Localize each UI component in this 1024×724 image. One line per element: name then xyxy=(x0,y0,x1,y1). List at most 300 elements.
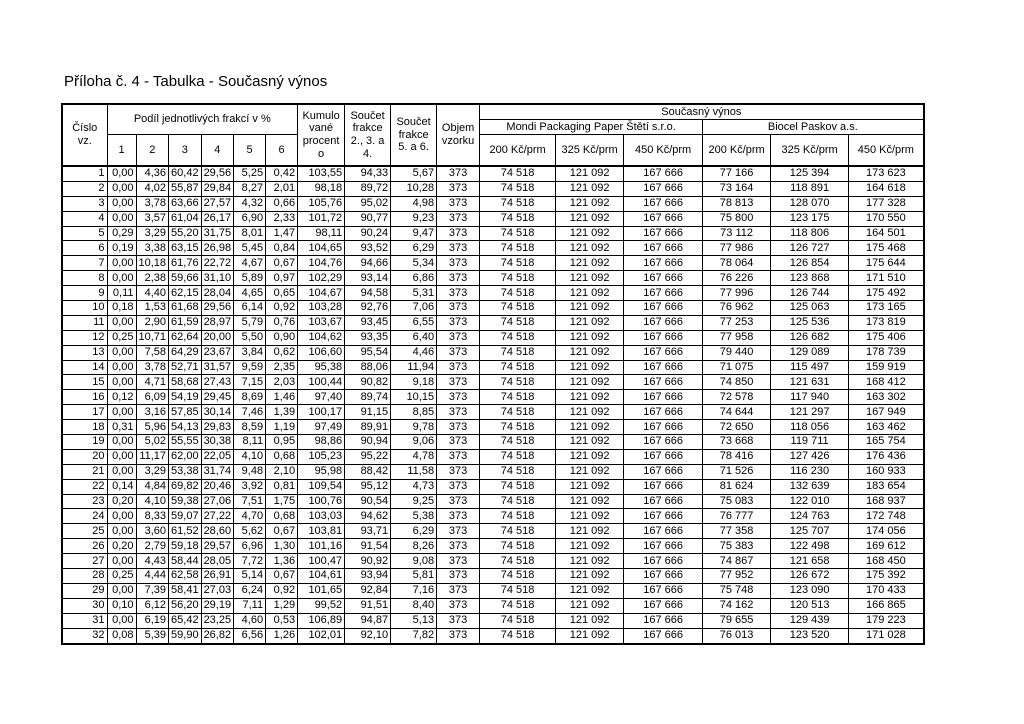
table-cell: 0,00 xyxy=(107,405,136,420)
table-cell: 0,67 xyxy=(266,256,298,271)
table-cell: 167 666 xyxy=(624,598,703,613)
table-cell: 8,26 xyxy=(391,539,437,554)
table-cell: 0,00 xyxy=(107,256,136,271)
table-cell: 104,62 xyxy=(298,330,345,345)
table-cell: 8,40 xyxy=(391,598,437,613)
table-cell: 74 518 xyxy=(480,613,556,628)
table-cell: 6,90 xyxy=(234,211,266,226)
table-cell: 74 518 xyxy=(480,271,556,286)
table-cell: 101,16 xyxy=(298,539,345,554)
table-cell: 3,84 xyxy=(234,345,266,360)
table-cell: 0,00 xyxy=(107,345,136,360)
table-cell: 74 518 xyxy=(480,583,556,598)
table-cell: 26 xyxy=(62,539,107,554)
table-cell: 21 xyxy=(62,464,107,479)
table-cell: 20,00 xyxy=(201,330,234,345)
table-cell: 95,38 xyxy=(298,360,345,375)
table-cell: 373 xyxy=(437,405,480,420)
table-cell: 91,51 xyxy=(345,598,391,613)
table-cell: 9,25 xyxy=(391,494,437,509)
table-cell: 74 518 xyxy=(480,435,556,450)
table-cell: 128 070 xyxy=(771,196,849,211)
table-cell: 0,00 xyxy=(107,315,136,330)
table-body xyxy=(62,166,924,644)
table-cell: 121 297 xyxy=(771,405,849,420)
table-cell: 8,69 xyxy=(234,390,266,405)
table-row xyxy=(62,628,924,643)
table-cell: 71 526 xyxy=(703,464,771,479)
table-cell: 6,24 xyxy=(234,583,266,598)
table-cell: 5,67 xyxy=(391,166,437,181)
table-cell: 183 654 xyxy=(849,479,924,494)
table-cell: 78 416 xyxy=(703,449,771,464)
table-cell: 373 xyxy=(437,360,480,375)
table-cell: 373 xyxy=(437,435,480,450)
table-cell: 168 412 xyxy=(849,375,924,390)
table-cell: 373 xyxy=(437,301,480,316)
table-cell: 373 xyxy=(437,226,480,241)
table-cell: 373 xyxy=(437,479,480,494)
table-row xyxy=(62,420,924,435)
table-cell: 13 xyxy=(62,345,107,360)
table-cell: 28,97 xyxy=(201,315,234,330)
table-cell: 1,39 xyxy=(266,405,298,420)
table-cell: 0,81 xyxy=(266,479,298,494)
table-cell: 103,67 xyxy=(298,315,345,330)
table-cell: 28 xyxy=(62,569,107,584)
table-cell: 167 666 xyxy=(624,524,703,539)
table-cell: 4,32 xyxy=(234,196,266,211)
table-row xyxy=(62,360,924,375)
table-row xyxy=(62,613,924,628)
table-cell: 0,68 xyxy=(266,449,298,464)
table-cell: 77 253 xyxy=(703,315,771,330)
table-cell: 102,29 xyxy=(298,271,345,286)
table-cell: 167 666 xyxy=(624,315,703,330)
table-cell: 121 092 xyxy=(556,479,624,494)
table-cell: 118 056 xyxy=(771,420,849,435)
table-cell: 10 xyxy=(62,301,107,316)
table-cell: 75 083 xyxy=(703,494,771,509)
table-cell: 77 358 xyxy=(703,524,771,539)
table-cell: 373 xyxy=(437,509,480,524)
table-cell: 4,44 xyxy=(136,569,169,584)
table-cell: 62,64 xyxy=(169,330,202,345)
table-cell: 121 092 xyxy=(556,613,624,628)
table-cell: 167 666 xyxy=(624,345,703,360)
header-soucet-234: Součet frakce 2., 3. a 4. xyxy=(345,104,391,166)
table-cell: 0,00 xyxy=(107,464,136,479)
table-cell: 25 xyxy=(62,524,107,539)
table-cell: 121 092 xyxy=(556,360,624,375)
header-price: 450 Kč/prm xyxy=(624,135,703,167)
table-cell: 175 392 xyxy=(849,569,924,584)
table-cell: 5,50 xyxy=(234,330,266,345)
table-cell: 4,78 xyxy=(391,449,437,464)
table-cell: 0,97 xyxy=(266,271,298,286)
table-cell: 74 518 xyxy=(480,301,556,316)
table-cell: 121 092 xyxy=(556,181,624,196)
table-cell: 54,13 xyxy=(169,420,202,435)
table-cell: 93,35 xyxy=(345,330,391,345)
table-cell: 74 518 xyxy=(480,464,556,479)
table-cell: 104,61 xyxy=(298,569,345,584)
table-cell: 31,10 xyxy=(201,271,234,286)
header-fraction: 1 xyxy=(107,135,136,167)
table-cell: 93,52 xyxy=(345,241,391,256)
table-cell: 121 092 xyxy=(556,509,624,524)
table-cell: 163 462 xyxy=(849,420,924,435)
table-cell: 167 666 xyxy=(624,539,703,554)
table-cell: 1,53 xyxy=(136,301,169,316)
table-cell: 373 xyxy=(437,315,480,330)
table-cell: 167 666 xyxy=(624,330,703,345)
table-cell: 79 440 xyxy=(703,345,771,360)
table-cell: 60,42 xyxy=(169,166,202,181)
table-row xyxy=(62,435,924,450)
table-row xyxy=(62,569,924,584)
table-row xyxy=(62,226,924,241)
header-fraction: 4 xyxy=(201,135,234,167)
table-cell: 373 xyxy=(437,539,480,554)
table-cell: 8,33 xyxy=(136,509,169,524)
table-cell: 93,45 xyxy=(345,315,391,330)
table-cell: 74 518 xyxy=(480,494,556,509)
table-cell: 29,56 xyxy=(201,301,234,316)
table-cell: 76 226 xyxy=(703,271,771,286)
table-cell: 373 xyxy=(437,330,480,345)
table-cell: 4,71 xyxy=(136,375,169,390)
table-cell: 0,12 xyxy=(107,390,136,405)
table-cell: 22,05 xyxy=(201,449,234,464)
table-cell: 3,78 xyxy=(136,360,169,375)
table-cell: 9,78 xyxy=(391,420,437,435)
table-cell: 5,02 xyxy=(136,435,169,450)
table-cell: 129 089 xyxy=(771,345,849,360)
header-podil: Podíl jednotlivých frakcí v % xyxy=(107,104,298,135)
table-cell: 0,00 xyxy=(107,271,136,286)
table-cell: 170 433 xyxy=(849,583,924,598)
table-cell: 373 xyxy=(437,375,480,390)
table-cell: 29 xyxy=(62,583,107,598)
table-cell: 27,06 xyxy=(201,494,234,509)
table-cell: 55,20 xyxy=(169,226,202,241)
table-cell: 74 518 xyxy=(480,554,556,569)
table-cell: 121 092 xyxy=(556,271,624,286)
table-cell: 3,16 xyxy=(136,405,169,420)
table-cell: 71 075 xyxy=(703,360,771,375)
table-cell: 5,89 xyxy=(234,271,266,286)
table-cell: 77 952 xyxy=(703,569,771,584)
header-biocel: Biocel Paskov a.s. xyxy=(703,120,924,135)
table-cell: 175 468 xyxy=(849,241,924,256)
table-cell: 132 639 xyxy=(771,479,849,494)
table-row xyxy=(62,524,924,539)
table-cell: 121 092 xyxy=(556,554,624,569)
table-row xyxy=(62,301,924,316)
table-cell: 126 727 xyxy=(771,241,849,256)
table-cell: 167 666 xyxy=(624,166,703,181)
table-cell: 125 536 xyxy=(771,315,849,330)
table-row xyxy=(62,211,924,226)
table-cell: 99,52 xyxy=(298,598,345,613)
table-cell: 22,72 xyxy=(201,256,234,271)
table-cell: 75 748 xyxy=(703,583,771,598)
table-cell: 2,03 xyxy=(266,375,298,390)
table-cell: 19 xyxy=(62,435,107,450)
table-cell: 0,65 xyxy=(266,286,298,301)
table-cell: 95,12 xyxy=(345,479,391,494)
table-cell: 61,76 xyxy=(169,256,202,271)
table-cell: 65,42 xyxy=(169,613,202,628)
table-cell: 8,85 xyxy=(391,405,437,420)
table-cell: 177 328 xyxy=(849,196,924,211)
table-cell: 117 940 xyxy=(771,390,849,405)
header-fraction: 6 xyxy=(266,135,298,167)
table-cell: 1 xyxy=(62,166,107,181)
table-cell: 104,67 xyxy=(298,286,345,301)
table-cell: 121 092 xyxy=(556,569,624,584)
table-cell: 373 xyxy=(437,390,480,405)
table-cell: 373 xyxy=(437,181,480,196)
table-cell: 53,38 xyxy=(169,464,202,479)
table-row xyxy=(62,375,924,390)
table-row xyxy=(62,166,924,181)
table-cell: 74 518 xyxy=(480,345,556,360)
table-cell: 6,86 xyxy=(391,271,437,286)
table-cell: 9,47 xyxy=(391,226,437,241)
table-cell: 373 xyxy=(437,286,480,301)
table-cell: 3,29 xyxy=(136,464,169,479)
table-cell: 125 707 xyxy=(771,524,849,539)
table-cell: 59,18 xyxy=(169,539,202,554)
table-cell: 167 666 xyxy=(624,435,703,450)
table-cell: 0,20 xyxy=(107,539,136,554)
table-row xyxy=(62,494,924,509)
table-cell: 126 854 xyxy=(771,256,849,271)
table-row xyxy=(62,271,924,286)
table-cell: 90,94 xyxy=(345,435,391,450)
table-cell: 8,59 xyxy=(234,420,266,435)
table-cell: 11,94 xyxy=(391,360,437,375)
table-cell: 74 518 xyxy=(480,449,556,464)
table-cell: 6,29 xyxy=(391,241,437,256)
table-cell: 0,14 xyxy=(107,479,136,494)
table-cell: 15 xyxy=(62,375,107,390)
table-cell: 0,53 xyxy=(266,613,298,628)
table-cell: 27,57 xyxy=(201,196,234,211)
table-cell: 167 949 xyxy=(849,405,924,420)
table-cell: 167 666 xyxy=(624,301,703,316)
table-cell: 121 092 xyxy=(556,375,624,390)
table-cell: 167 666 xyxy=(624,286,703,301)
table-cell: 28,60 xyxy=(201,524,234,539)
table-cell: 93,94 xyxy=(345,569,391,584)
table-cell: 373 xyxy=(437,196,480,211)
table-cell: 20 xyxy=(62,449,107,464)
table-cell: 5 xyxy=(62,226,107,241)
table-cell: 129 439 xyxy=(771,613,849,628)
table-cell: 63,66 xyxy=(169,196,202,211)
table-cell: 55,87 xyxy=(169,181,202,196)
table-cell: 18 xyxy=(62,420,107,435)
table-row xyxy=(62,479,924,494)
table-cell: 167 666 xyxy=(624,479,703,494)
table-cell: 0,18 xyxy=(107,301,136,316)
table-cell: 124 763 xyxy=(771,509,849,524)
header-cislo: Číslo vz. xyxy=(62,104,107,166)
table-cell: 373 xyxy=(437,598,480,613)
table-cell: 6,56 xyxy=(234,628,266,643)
header-soucet-56: Součet frakce 5. a 6. xyxy=(391,104,437,166)
table-cell: 167 666 xyxy=(624,390,703,405)
table-row xyxy=(62,330,924,345)
table-cell: 29,84 xyxy=(201,181,234,196)
header-fraction: 5 xyxy=(234,135,266,167)
table-cell: 57,85 xyxy=(169,405,202,420)
table-row xyxy=(62,464,924,479)
table-cell: 4 xyxy=(62,211,107,226)
table-cell: 2 xyxy=(62,181,107,196)
table-cell: 26,98 xyxy=(201,241,234,256)
table-cell: 5,62 xyxy=(234,524,266,539)
table-cell: 74 518 xyxy=(480,330,556,345)
table-cell: 373 xyxy=(437,569,480,584)
table-cell: 121 092 xyxy=(556,166,624,181)
table-cell: 121 092 xyxy=(556,420,624,435)
table-cell: 4,10 xyxy=(234,449,266,464)
table-cell: 74 518 xyxy=(480,166,556,181)
table-cell: 373 xyxy=(437,583,480,598)
table-cell: 97,49 xyxy=(298,420,345,435)
table-cell: 167 666 xyxy=(624,569,703,584)
table-cell: 4,36 xyxy=(136,166,169,181)
table-cell: 30,38 xyxy=(201,435,234,450)
table-cell: 59,07 xyxy=(169,509,202,524)
table-cell: 5,34 xyxy=(391,256,437,271)
table-cell: 95,02 xyxy=(345,196,391,211)
table-cell: 28,05 xyxy=(201,554,234,569)
table-cell: 0,00 xyxy=(107,211,136,226)
table-cell: 5,79 xyxy=(234,315,266,330)
table-cell: 93,14 xyxy=(345,271,391,286)
table-cell: 78 064 xyxy=(703,256,771,271)
table-cell: 171 510 xyxy=(849,271,924,286)
table-cell: 373 xyxy=(437,628,480,643)
table-cell: 101,72 xyxy=(298,211,345,226)
table-cell: 23,25 xyxy=(201,613,234,628)
table-cell: 173 819 xyxy=(849,315,924,330)
table-cell: 123 520 xyxy=(771,628,849,643)
table-cell: 121 092 xyxy=(556,405,624,420)
header-price: 200 Kč/prm xyxy=(480,135,556,167)
table-cell: 31 xyxy=(62,613,107,628)
table-cell: 106,89 xyxy=(298,613,345,628)
table-cell: 30 xyxy=(62,598,107,613)
header-fraction: 2 xyxy=(136,135,169,167)
table-cell: 121 092 xyxy=(556,494,624,509)
table-cell: 373 xyxy=(437,166,480,181)
table-cell: 74 518 xyxy=(480,196,556,211)
table-cell: 121 092 xyxy=(556,211,624,226)
table-cell: 175 406 xyxy=(849,330,924,345)
table-cell: 52,71 xyxy=(169,360,202,375)
table-cell: 4,73 xyxy=(391,479,437,494)
table-cell: 122 498 xyxy=(771,539,849,554)
table-cell: 0,31 xyxy=(107,420,136,435)
table-cell: 90,54 xyxy=(345,494,391,509)
table-cell: 102,01 xyxy=(298,628,345,643)
header-kumulovane: Kumulo vané procent o xyxy=(298,104,345,166)
table-cell: 2,90 xyxy=(136,315,169,330)
table-cell: 89,72 xyxy=(345,181,391,196)
table-cell: 373 xyxy=(437,554,480,569)
table-cell: 373 xyxy=(437,613,480,628)
table-cell: 8,11 xyxy=(234,435,266,450)
table-cell: 20,46 xyxy=(201,479,234,494)
header-price: 450 Kč/prm xyxy=(849,135,924,167)
table-cell: 121 092 xyxy=(556,345,624,360)
table-cell: 175 492 xyxy=(849,286,924,301)
table-cell: 104,65 xyxy=(298,241,345,256)
table-cell: 94,58 xyxy=(345,286,391,301)
table-cell: 92,84 xyxy=(345,583,391,598)
table-cell: 95,98 xyxy=(298,464,345,479)
table-cell: 373 xyxy=(437,271,480,286)
table-cell: 10,28 xyxy=(391,181,437,196)
table-cell: 118 806 xyxy=(771,226,849,241)
table-row xyxy=(62,315,924,330)
table-cell: 76 777 xyxy=(703,509,771,524)
table-cell: 0,29 xyxy=(107,226,136,241)
table-cell: 116 230 xyxy=(771,464,849,479)
table-cell: 0,20 xyxy=(107,494,136,509)
table-cell: 0,42 xyxy=(266,166,298,181)
table-cell: 167 666 xyxy=(624,405,703,420)
table-cell: 5,96 xyxy=(136,420,169,435)
table-cell: 175 644 xyxy=(849,256,924,271)
table-cell: 94,66 xyxy=(345,256,391,271)
table-cell: 2,38 xyxy=(136,271,169,286)
table-cell: 126 682 xyxy=(771,330,849,345)
table-cell: 7,58 xyxy=(136,345,169,360)
table-cell: 0,00 xyxy=(107,524,136,539)
table-cell: 172 748 xyxy=(849,509,924,524)
table-cell: 62,00 xyxy=(169,449,202,464)
table-cell: 27,03 xyxy=(201,583,234,598)
table-cell: 5,14 xyxy=(234,569,266,584)
table-cell: 6,96 xyxy=(234,539,266,554)
table-cell: 10,18 xyxy=(136,256,169,271)
table-cell: 121 658 xyxy=(771,554,849,569)
table-cell: 69,82 xyxy=(169,479,202,494)
table-cell: 63,15 xyxy=(169,241,202,256)
table-cell: 121 092 xyxy=(556,315,624,330)
table-row xyxy=(62,554,924,569)
table-cell: 0,00 xyxy=(107,509,136,524)
table-cell: 119 711 xyxy=(771,435,849,450)
table-cell: 159 919 xyxy=(849,360,924,375)
table-cell: 7,06 xyxy=(391,301,437,316)
table-cell: 61,68 xyxy=(169,301,202,316)
table-cell: 0,00 xyxy=(107,554,136,569)
table-cell: 168 450 xyxy=(849,554,924,569)
table-cell: 0,84 xyxy=(266,241,298,256)
table-cell: 74 518 xyxy=(480,420,556,435)
table-cell: 10,15 xyxy=(391,390,437,405)
table-cell: 30,14 xyxy=(201,405,234,420)
table-cell: 74 518 xyxy=(480,286,556,301)
